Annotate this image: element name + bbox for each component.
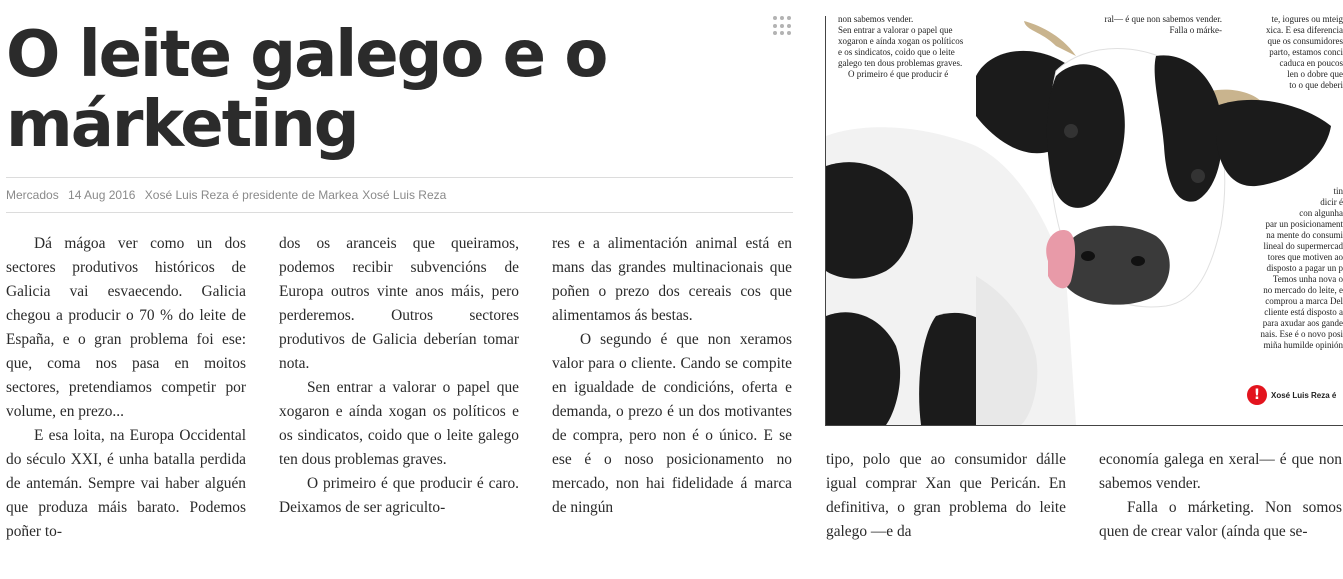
- figure-text-line: dicir é: [1320, 197, 1343, 207]
- meta-top-divider: [6, 177, 793, 178]
- article-title: [6, 20, 766, 160]
- paragraph: Falla o márketing. Non somos quen de crear valor (aínda que se-: [1099, 499, 1342, 540]
- paragraph: O segundo é que non xeramos valor para o cliente. Cando se compite en igualdade de condicións, oferta e demanda, o prezo é un dos motivantes de compra, pero non é o único. E se ese é o noso posicionamento no mercado, non hai fidelidade á marca de ningún: [552, 331, 792, 516]
- figure-text-line: con algunha: [1299, 208, 1343, 218]
- figure-text-line: lineal do supermercad: [1263, 241, 1343, 251]
- paragraph: res e a alimentación animal está en mans das grandes multinacionais que poñen o prezo dos cereais cos que alimentamos ás bestas.: [552, 235, 792, 324]
- figure-text-right-top: [1246, 14, 1343, 91]
- article-column-3: [552, 232, 792, 579]
- figure-text-left: [838, 14, 966, 80]
- figure-text-line: par un posicionament: [1265, 219, 1343, 229]
- figure-text-right-bottom: [1256, 186, 1343, 351]
- article-meta: [6, 188, 793, 202]
- figure-text-line: xica. E esa diferencia: [1266, 25, 1343, 35]
- article-title-line-2: márketing: [6, 88, 358, 162]
- article-column-2: [279, 232, 519, 579]
- figure-text-line: miña humilde opinión: [1263, 340, 1343, 350]
- figure-text-line: non sabemos vender.: [838, 14, 914, 24]
- paragraph: dos os aranceis que queiramos, podemos recibir subvencións de Europa outros vinte anos máis, pero perderemos. Outros sectores produtivos de Galicia deberían tomar nota.: [279, 235, 519, 372]
- drag-handle-icon[interactable]: [773, 16, 793, 36]
- paragraph: Dá mágoa ver como un dos sectores produtivos históricos de Galicia vai esvaecendo. Galicia chegou a producir o 70 % do leite de España, e o gran problema foi ese: que, coma nos pasa en moitos sectores, pretendiamos competir por volume, en prezo...: [6, 235, 246, 420]
- figure-text-line: tores que motiven ao: [1267, 252, 1343, 262]
- meta-date: 14 Aug 2016: [68, 188, 136, 202]
- figure-text-line: to o que deberi: [1289, 80, 1343, 90]
- figure-text-line: caduca en poucos: [1279, 58, 1343, 68]
- paragraph: economía galega en xeral— é que non sabemos vender.: [1099, 451, 1342, 492]
- meta-bottom-divider: [6, 212, 793, 213]
- article-column-1: [6, 232, 246, 579]
- figure-byline: [1247, 384, 1343, 406]
- figure-text-line: O primeiro é que producir é: [848, 69, 949, 79]
- meta-author-note: Xosé Luis Reza é presidente de Markea: [144, 188, 359, 202]
- paragraph: O primeiro é que producir é caro. Deixamos de ser agriculto-: [279, 475, 519, 516]
- figure-text-line: nais. Ese é o novo posi: [1260, 329, 1343, 339]
- figure-text-line: ral— é que non sabemos vender.: [1104, 14, 1222, 24]
- paragraph: Sen entrar a valorar o papel que xogaron e aínda xogan os políticos e os sindicatos, coido que o leite galego ten dous problemas graves.: [279, 379, 519, 468]
- figure-text-line: cliente está disposto a: [1264, 307, 1343, 317]
- figure-text-line: que os consumidores: [1267, 36, 1343, 46]
- figure-text-line: para axudar aos gande: [1262, 318, 1343, 328]
- paragraph: E esa loita, na Europa Occidental do século XXI, é unha batalla perdida de antemán. Sempre vai haber alguén que produza máis barato. Podemos poñer to-: [6, 427, 246, 540]
- figure-text-line: Temos unha nova o: [1272, 274, 1343, 284]
- figure-text-line: Sen entrar a valorar o papel que xogaron e aínda xogan os políticos e os sindicatos, coido que o leite galego ten dous problemas graves.: [838, 25, 964, 68]
- figure-text-line: parto, estamos conci: [1269, 47, 1343, 57]
- figure-text-line: na mente do consumi: [1266, 230, 1343, 240]
- figure-text-line: comprou a marca Del: [1265, 296, 1343, 306]
- article-image[interactable]: [825, 16, 1343, 426]
- figure-text-line: len o dobre que: [1287, 69, 1343, 79]
- figure-text-mid: [1080, 14, 1222, 36]
- figure-text-line: no mercado do leite, e: [1263, 285, 1343, 295]
- figure-text-line: disposto a pagar un p: [1266, 263, 1343, 273]
- article-column-4: [826, 448, 1066, 579]
- paragraph: tipo, polo que ao consumidor dálle igual comprar Xan que Pericán. En definitiva, o gran problema do leite galego —e da: [826, 451, 1066, 540]
- figure-text-line: te, iogures ou mteig: [1271, 14, 1343, 24]
- figure-text-line: tin: [1333, 186, 1343, 196]
- figure-text-line: Falla o márke-: [1169, 25, 1222, 35]
- meta-section[interactable]: Mercados: [6, 188, 59, 202]
- meta-author[interactable]: Xosé Luis Reza: [362, 188, 447, 202]
- article-title-line-1: O leite galego e o: [6, 18, 607, 92]
- article-column-5: [1099, 448, 1342, 579]
- figure-byline-text: Xosé Luis Reza é: [1271, 390, 1337, 400]
- exclamation-icon: !: [1247, 385, 1267, 405]
